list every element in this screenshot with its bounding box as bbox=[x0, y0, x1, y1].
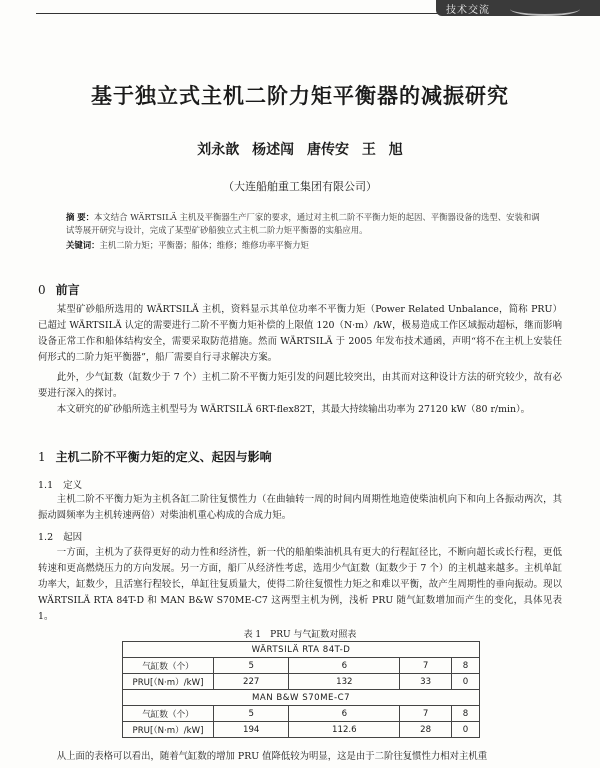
table-cell: 227 bbox=[214, 674, 289, 690]
paragraph: 主机二阶不平衡力矩为主机各缸二阶往复惯性力（在曲轴转一周的时间内周期性地造使柴油机向下和向上各振动两次，其振动圆频率为主机转速两倍）对柴油机重心构成的合成力矩。 bbox=[38, 494, 562, 521]
table-cell: 0 bbox=[451, 722, 479, 738]
author-list bbox=[0, 139, 600, 159]
abstract bbox=[66, 211, 544, 237]
abstract-label: 摘 要： bbox=[66, 212, 95, 222]
section-title: 主机二阶不平衡力矩的定义、起因与影响 bbox=[55, 450, 272, 464]
section-title: 前言 bbox=[55, 283, 80, 297]
author-name: 唐传安 bbox=[307, 142, 349, 158]
header-swoosh-decoration bbox=[510, 2, 580, 16]
table-row bbox=[123, 722, 480, 738]
header-rule bbox=[36, 13, 476, 14]
row-label-cell: PRU[（N·m）/kW] bbox=[123, 722, 214, 738]
table-group-header-row bbox=[123, 642, 480, 658]
paragraph: 本文研究的矿砂船所选主机型号为 WÄRTSILÄ 6RT-flex82T，其最大持续输出功率为 27120 kW（80 r/min）。 bbox=[56, 404, 531, 415]
keywords-text: 主机二阶力矩；平衡器；船体；维修；维修功率平衡力矩 bbox=[99, 240, 309, 250]
paragraph: 某型矿砂船所选用的 WÄRTSILÄ 主机，资料显示其单位功率不平衡力矩（Power Related Unbalance，简称 PRU）已超过 WÄRTSILÄ 认定的需要进行二阶不平衡力矩补偿的上限值 120（N·m）/kW，极易造成工作区域振动超标，继而影响设备正常工作和船体结构安全，需要采取防范措施。然而 WÄRTSILÄ 于 2005 年发布技术通函，声明“将不在主机上安装任何形式的二阶力矩平衡器”，船厂需要自行寻求解决方案。 bbox=[38, 304, 562, 363]
row-label-cell: PRU[（N·m）/kW] bbox=[123, 674, 214, 690]
table-row bbox=[123, 658, 480, 674]
author-name: 杨述闯 bbox=[252, 142, 295, 158]
table-cell: 112.6 bbox=[289, 722, 400, 738]
subsection-number: 1.2 bbox=[38, 532, 54, 543]
paragraph: 从上面的表格可以看出，随着气缸数的增加 PRU 值降低较为明显，这是由于二阶往复惯性力相对主机重 bbox=[56, 751, 488, 762]
table-cell: 5 bbox=[214, 658, 289, 674]
table-cell: 0 bbox=[451, 674, 479, 690]
table-cell: 132 bbox=[289, 674, 400, 690]
affiliation: （大连船舶重工集团有限公司） bbox=[223, 180, 377, 193]
table-cell: 7 bbox=[400, 706, 452, 722]
section-heading-1 bbox=[38, 448, 272, 465]
pru-cylinder-table bbox=[122, 641, 480, 738]
subsection-title: 起因 bbox=[63, 532, 83, 543]
keywords-label: 关键词： bbox=[66, 240, 100, 250]
table-cell: 28 bbox=[400, 722, 452, 738]
row-label-cell: 气缸数（个） bbox=[123, 658, 214, 674]
table-cell: 6 bbox=[289, 706, 400, 722]
section-heading-0 bbox=[38, 281, 80, 298]
table-row bbox=[123, 674, 480, 690]
table-cell: 194 bbox=[214, 722, 289, 738]
table-cell: 7 bbox=[400, 658, 452, 674]
engine-model-cell: WÄRTSILÄ RTA 84T-D bbox=[123, 642, 480, 658]
subsection-heading-1-1 bbox=[38, 477, 82, 491]
subsection-title: 定义 bbox=[63, 480, 83, 491]
section-number: 0 bbox=[38, 283, 46, 297]
subsection-number: 1.1 bbox=[38, 480, 54, 491]
table-caption: 表 1 PRU 与气缸数对照表 bbox=[243, 630, 357, 640]
paragraph: 此外，少气缸数（缸数少于 7 个）主机二阶不平衡力矩引发的问题比较突出，由其而对这种设计方法的研究较少，故有必要进行深入的探讨。 bbox=[38, 372, 562, 399]
section-tag-label: 技术交流 bbox=[446, 5, 490, 16]
article-title: 基于独立式主机二阶力矩平衡器的减振研究 bbox=[91, 83, 509, 108]
table-cell: 5 bbox=[214, 706, 289, 722]
engine-model-cell: MAN B&W S70ME-C7 bbox=[123, 690, 480, 706]
abstract-text: 本文结合 WÄRTSILÄ 主机及平衡器生产厂家的要求，通过对主机二阶不平衡力矩的起因、平衡器设备的选型、安装和调试等展开研究与设计，完成了某型矿砂船独立式主机二阶力矩平衡器的实船应用。 bbox=[66, 212, 540, 235]
table-cell: 6 bbox=[289, 658, 400, 674]
paragraph: 一方面，主机为了获得更好的动力性和经济性，新一代的船舶柴油机具有更大的行程缸径比，不断向超长或长行程，更低转速和更高燃烧压力的方向发展。另一方面，船厂从经济性考虑，选用少气缸数（缸数少于 7 个）的主机越来越多。主机单缸功率大，缸数少，且活塞行程较长，单缸往复质量大，使得二阶往复惯性力矩之和难以平衡，故产生周期性的垂向振动。现以 WÄRTSILÄ RTA 84T-D 和 MAN B&W S70ME-C7 这两型主机为例，浅析 PRU 随气缸数增加而产生的变化，具体见表 1。 bbox=[38, 547, 562, 622]
author-name: 刘永歆 bbox=[197, 142, 240, 158]
table-cell: 8 bbox=[451, 658, 479, 674]
keywords bbox=[66, 239, 544, 251]
table-group-header-row bbox=[123, 690, 480, 706]
table-cell: 33 bbox=[400, 674, 452, 690]
subsection-heading-1-2 bbox=[38, 529, 82, 543]
table-cell: 8 bbox=[451, 706, 479, 722]
row-label-cell: 气缸数（个） bbox=[123, 706, 214, 722]
author-name: 王 旭 bbox=[361, 142, 403, 158]
table-row bbox=[123, 706, 480, 722]
section-number: 1 bbox=[38, 450, 46, 464]
